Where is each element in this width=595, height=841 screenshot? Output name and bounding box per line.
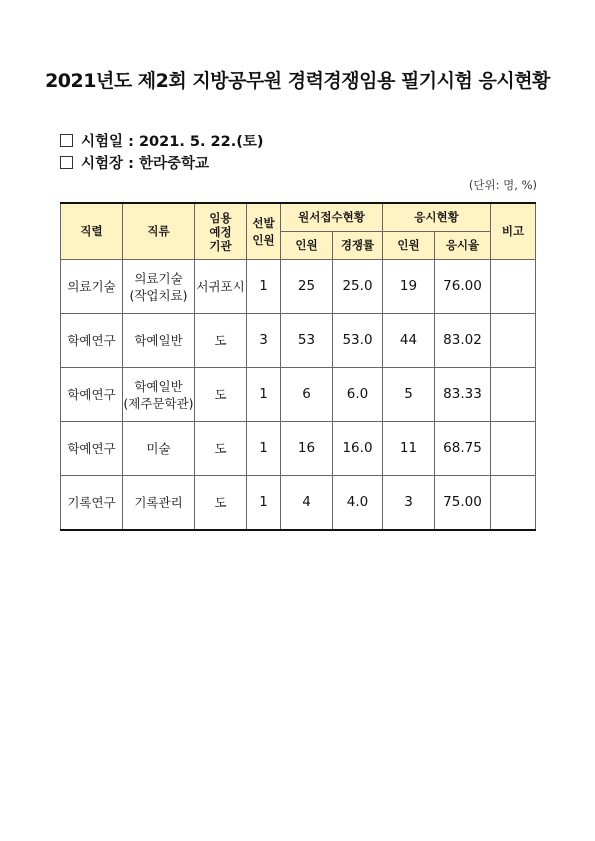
cell-app-count: 25	[281, 260, 333, 314]
exam-date-label: 시험일	[81, 134, 124, 150]
cell-app-rate: 25.0	[333, 260, 383, 314]
separator: :	[128, 134, 134, 150]
separator: :	[128, 156, 134, 172]
page-title: 2021년도 제2회 지방공무원 경력경쟁임용 필기시험 응시현황	[45, 70, 550, 92]
cell-att-rate: 76.00	[435, 260, 491, 314]
table-row	[61, 368, 536, 422]
cell-quota: 1	[247, 422, 281, 476]
cell-remarks	[491, 260, 536, 314]
cell-rank: 기록연구	[61, 476, 123, 531]
unit-note: (단위: 명, %)	[468, 178, 537, 192]
cell-att-count: 3	[383, 476, 435, 531]
header-app-rate: 경쟁률	[333, 232, 383, 260]
cell-app-count: 16	[281, 422, 333, 476]
cell-category: 의료기술 (작업치료)	[123, 260, 195, 314]
cell-remarks	[491, 422, 536, 476]
cell-remarks	[491, 314, 536, 368]
cell-agency: 서귀포시	[195, 260, 247, 314]
header-remarks: 비고	[491, 203, 536, 260]
exam-venue-label: 시험장	[81, 156, 124, 172]
cell-att-rate: 83.02	[435, 314, 491, 368]
cell-agency: 도	[195, 314, 247, 368]
header-attendance: 응시현황	[383, 203, 491, 232]
cell-att-count: 44	[383, 314, 435, 368]
checkbox-square-icon	[60, 156, 73, 169]
cell-att-rate: 75.00	[435, 476, 491, 531]
table-row	[61, 476, 536, 531]
header-rank: 직렬	[61, 203, 123, 260]
cell-quota: 3	[247, 314, 281, 368]
header-app-count: 인원	[281, 232, 333, 260]
cell-category: 학예일반	[123, 314, 195, 368]
cell-category: 기록관리	[123, 476, 195, 531]
exam-venue-line	[60, 152, 209, 173]
cell-agency: 도	[195, 476, 247, 531]
header-att-rate: 응시율	[435, 232, 491, 260]
cell-agency: 도	[195, 422, 247, 476]
cell-app-count: 6	[281, 368, 333, 422]
exam-status-table	[60, 202, 536, 531]
cell-agency: 도	[195, 368, 247, 422]
cell-category: 학예일반 (제주문학관)	[123, 368, 195, 422]
cell-remarks	[491, 476, 536, 531]
checkbox-square-icon	[60, 134, 73, 147]
cell-app-rate: 53.0	[333, 314, 383, 368]
cell-app-rate: 4.0	[333, 476, 383, 531]
cell-app-count: 4	[281, 476, 333, 531]
cell-category: 미술	[123, 422, 195, 476]
exam-date-value: 2021. 5. 22.(토)	[138, 134, 264, 150]
header-quota: 선발 인원	[247, 203, 281, 260]
cell-quota: 1	[247, 368, 281, 422]
header-application: 원서접수현황	[281, 203, 383, 232]
cell-app-count: 53	[281, 314, 333, 368]
header-agency: 임용 예정 기관	[195, 203, 247, 260]
header-category: 직류	[123, 203, 195, 260]
cell-att-count: 11	[383, 422, 435, 476]
table-row	[61, 422, 536, 476]
header-att-count: 인원	[383, 232, 435, 260]
table-row	[61, 314, 536, 368]
cell-att-rate: 83.33	[435, 368, 491, 422]
cell-quota: 1	[247, 476, 281, 531]
cell-att-rate: 68.75	[435, 422, 491, 476]
cell-remarks	[491, 368, 536, 422]
cell-rank: 학예연구	[61, 422, 123, 476]
cell-rank: 학예연구	[61, 314, 123, 368]
table-row	[61, 260, 536, 314]
cell-rank: 의료기술	[61, 260, 123, 314]
exam-venue-value: 한라중학교	[138, 156, 210, 172]
cell-att-count: 19	[383, 260, 435, 314]
cell-att-count: 5	[383, 368, 435, 422]
cell-quota: 1	[247, 260, 281, 314]
cell-rank: 학예연구	[61, 368, 123, 422]
exam-date-line	[60, 130, 263, 151]
cell-app-rate: 6.0	[333, 368, 383, 422]
cell-app-rate: 16.0	[333, 422, 383, 476]
